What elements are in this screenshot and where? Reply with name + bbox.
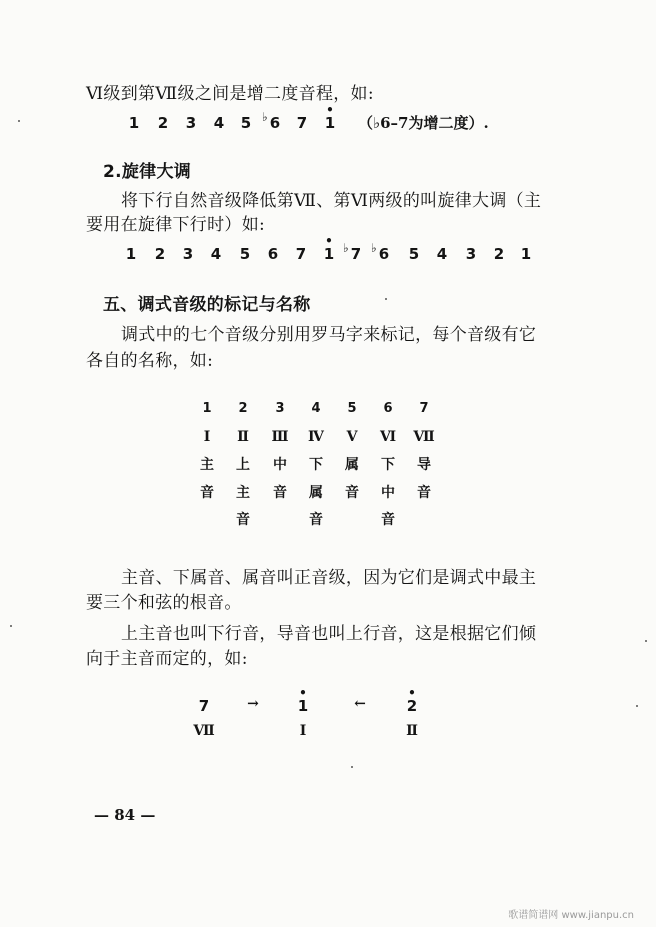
note: 1 [125,245,137,263]
note: 7 [296,114,308,132]
flat-sign: ♭ [371,241,377,255]
note: 7 [198,697,210,715]
note: 1 [128,114,140,132]
note: 2 [493,245,505,263]
note: 5 [239,245,251,263]
note: 7 [295,245,307,263]
degree-name-char: 下 [381,457,395,473]
note-high: • 1 [293,694,313,718]
roman-numeral: Ⅱ [237,429,249,445]
note-high: • 2 [402,694,422,718]
page-number: — 84 — [94,806,156,824]
octave-dot: • [326,103,334,117]
degree-number: 2 [238,401,248,416]
note: 2 [157,114,169,132]
note: 2 [154,245,166,263]
text-line: 各自的名称，如: [86,351,214,371]
note: 1 [520,245,532,263]
text-line: 上主音也叫下行音，导音也叫上行音，这是根据它们倾 [121,624,537,644]
note: 4 [210,245,222,263]
degree-name-char: 上 [236,457,250,473]
degree-name-char: 音 [345,485,359,501]
scan-speck [645,640,647,642]
arrow-left-icon: ← [354,696,366,712]
text-line-intro: Ⅵ级到第Ⅶ级之间是增二度音程，如: [86,84,374,104]
degree-name-char: 主 [200,457,214,473]
text-line: 主音、下属音、属音叫正音级，因为它们是调式中最主 [121,568,537,588]
note-flat: ♭ 6 [374,242,394,266]
section-heading: 五、调式音级的标记与名称 [103,295,311,315]
octave-dot: • [299,686,307,700]
degree-name-char: 音 [417,485,431,501]
scan-speck [351,766,353,768]
text-line: 向于主音而定的，如: [86,649,248,669]
arrow-right-icon: → [247,696,259,712]
note-remark: （♭6–7为增二度）. [358,114,489,132]
roman-numeral: Ⅴ [346,429,358,445]
note: 5 [240,114,252,132]
note: 5 [408,245,420,263]
roman-numeral: Ⅲ [271,429,289,445]
scan-speck [385,298,387,300]
flat-sign: ♭ [343,241,349,255]
flat-sign: ♭ [262,110,268,124]
octave-dot: • [408,686,416,700]
degree-name-char: 下 [309,457,323,473]
degree-name-char: 中 [381,485,395,501]
degree-name-char: 导 [417,457,431,473]
degree-number: 7 [419,401,429,416]
roman-numeral: Ⅳ [308,429,324,445]
note: 4 [213,114,225,132]
note: 4 [436,245,448,263]
note-flat: ♭ 6 [265,111,285,135]
text-line: 要用在旋律下行时）如: [86,215,266,235]
sub-heading: 2.旋律大调 [103,162,192,182]
roman-numeral: Ⅵ [379,429,397,445]
note: 3 [185,114,197,132]
scan-speck [10,625,12,627]
note-high: • 1 [320,111,340,135]
degree-name-char: 主 [236,485,250,501]
scan-speck [18,120,20,122]
degree-name-char: 音 [273,485,287,501]
degree-name-char: 音 [200,485,214,501]
note: 6 [267,245,279,263]
degree-number: 1 [202,401,212,416]
degree-name-char: 音 [381,512,395,528]
text-line: 调式中的七个音级分别用罗马字来标记，每个音级有它 [121,325,537,345]
note-high: • 1 [319,242,339,266]
text-line: 要三个和弦的根音。 [86,593,242,613]
site-watermark: 歌谱简谱网 www.jianpu.cn [508,910,634,921]
note: 3 [182,245,194,263]
degree-name-char: 属 [309,485,323,501]
scan-speck [636,705,638,707]
degree-name-char: 音 [236,512,250,528]
degree-name-char: 中 [273,457,287,473]
roman-numeral: Ⅰ [299,723,307,739]
text-line: 将下行自然音级降低第Ⅶ、第Ⅵ两级的叫旋律大调（主 [121,191,542,211]
note: 3 [465,245,477,263]
roman-numeral: Ⅶ [413,429,435,445]
degree-name-char: 音 [309,512,323,528]
notation-example-2 [0,234,656,266]
roman-numeral: Ⅶ [193,723,215,739]
roman-numeral: Ⅰ [203,429,211,445]
degree-number: 6 [383,401,393,416]
degree-name-char: 属 [345,457,359,473]
octave-dot: • [325,234,333,248]
notation-example-1 [0,103,656,135]
degree-number: 5 [347,401,357,416]
degree-number: 4 [311,401,321,416]
note-flat: ♭ 7 [346,242,366,266]
degree-number: 3 [275,401,285,416]
roman-numeral: Ⅱ [406,723,418,739]
